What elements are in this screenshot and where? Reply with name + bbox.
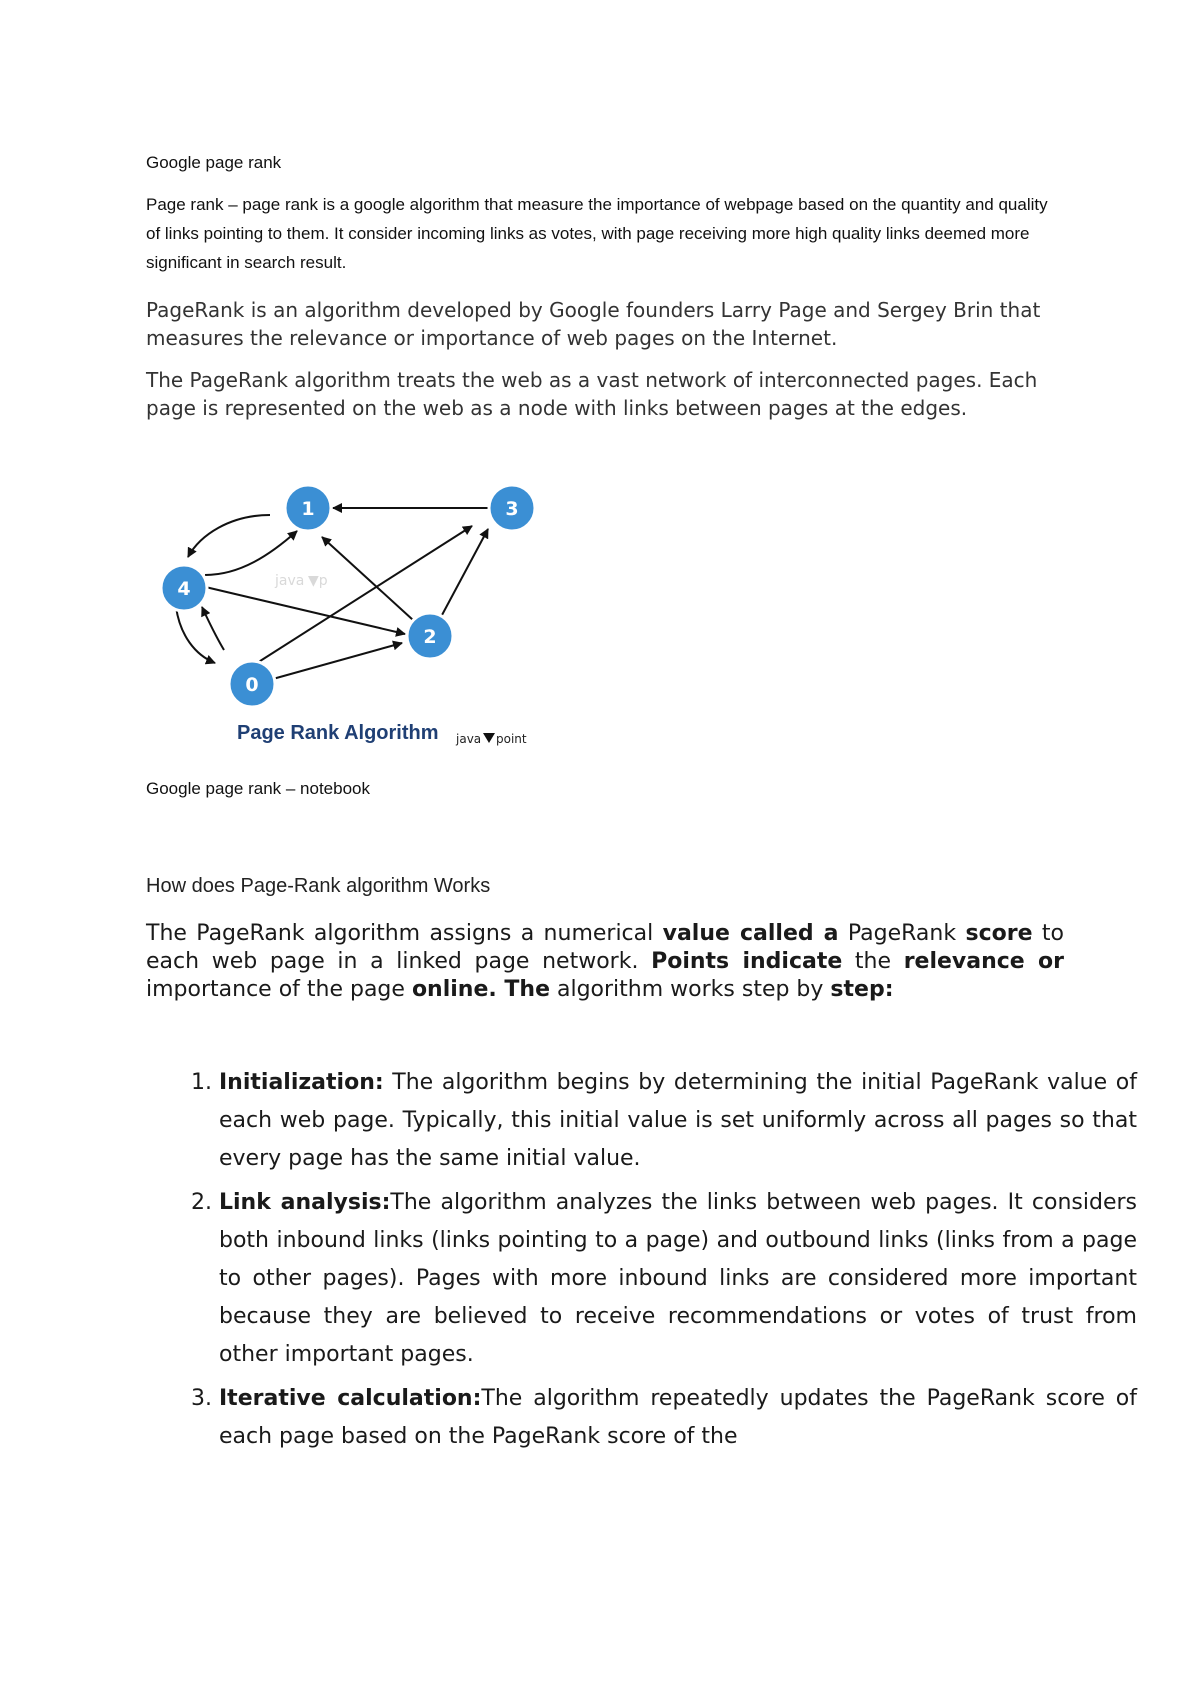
pagerank-origin-paragraph: PageRank is an algorithm developed by Google founders Larry Page and Sergey Brin that measures the relevance or importance of web pages on the Internet. [146,298,1041,350]
node-2-label: 2 [423,626,437,648]
node-1 [285,485,331,531]
intro-text-2: PageRank [838,921,966,946]
steps-list [146,1064,1137,1462]
intro-bold-2: score [965,921,1033,946]
intro-bold-1: value called a [662,921,839,946]
step-label: Link analysis: [219,1190,391,1215]
intro-bold-6: step: [830,977,894,1002]
pagerank-network-paragraph: The PageRank algorithm treats the web as a vast network of interconnected pages. Each page is represented on the web as a node with links between pages at the edges. [146,368,1038,420]
node-1-label: 1 [301,498,315,520]
node-2 [407,613,453,659]
step-text: The algorithm repeatedly updates the PageRank score of each page based on the PageRank score of the [219,1386,1137,1449]
edge-2-to-1 [322,537,413,620]
intro-paragraph [146,920,1064,1004]
node-4 [161,565,207,611]
list-item [219,1184,1137,1374]
list-item [219,1380,1137,1456]
edge-0-to-4 [202,607,224,650]
node-4-label: 4 [177,578,191,600]
step-label: Iterative calculation: [219,1386,482,1411]
edge-0-to-2 [262,643,402,682]
step-text: The algorithm analyzes the links between web pages. It considers both inbound links (links pointing to a page) and outbound links (links from a page to other pages). Pages with more inbound links are considered more important because they are believed to receive recommendations or votes of trust from other important pages. [219,1190,1137,1367]
how-it-works-heading: How does Page-Rank algorithm Works [146,875,491,897]
figure-logo-point: point [496,732,527,746]
intro-bold-4: relevance or [903,949,1065,974]
pagerank-diagram [150,475,550,755]
figure-title: Page Rank Algorithm [237,722,439,744]
figure-caption: Google page rank – notebook [146,779,371,798]
intro-text-4: the [842,949,904,974]
node-3-label: 3 [505,498,519,520]
definition-paragraph: Page rank – page rank is a google algorithm that measure the importance of webpage based on the quantity and quality of links pointing to them. It consider incoming links as votes, with page receiving more high quality links deemed more significant in search result. [146,195,1048,272]
diagram-watermark-point: ▼p [308,573,328,589]
figure-logo-icon [483,733,495,743]
step-label: Initialization: [219,1070,384,1095]
intro-text-6: algorithm works step by [550,977,831,1002]
intro-bold-5: online. The [411,977,550,1002]
edge-4-to-0 [176,607,215,663]
node-0-label: 0 [245,674,259,696]
intro-text-1: The PageRank algorithm assigns a numerical [146,921,663,946]
diagram-watermark: java [275,573,305,589]
node-0 [229,661,275,707]
step-text: The algorithm begins by determining the initial PageRank value of each web page. Typically, this initial value is set uniformly across all pages so that every page has the same initial value. [219,1070,1137,1171]
node-3 [489,485,535,531]
intro-bold-3: Points indicate [651,949,843,974]
intro-text-3: to each web page in a linked page network. [146,921,1064,974]
intro-text-5: importance of the page [146,977,412,1002]
list-item [219,1064,1137,1178]
edge-4-to-1 [205,531,297,575]
edge-4-to-2 [197,585,405,634]
doc-title: Google page rank [146,153,282,172]
figure-logo-java: java [456,732,482,746]
pagerank-diagram-svg [150,475,550,755]
edge-1-to-4 [188,515,270,557]
